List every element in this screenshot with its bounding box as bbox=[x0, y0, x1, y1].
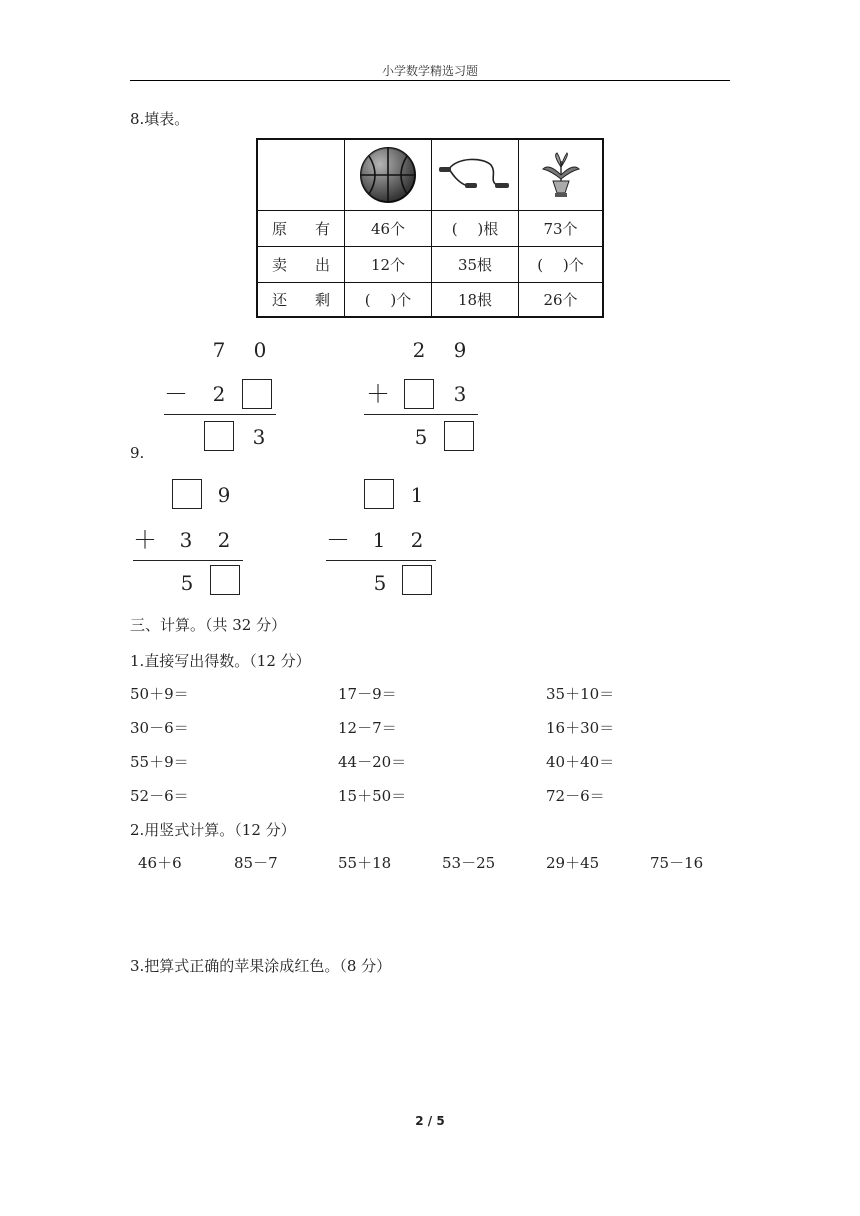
calc1-item: 12－7＝ bbox=[338, 719, 397, 737]
p3-answer-box-1[interactable] bbox=[172, 479, 202, 509]
p2-operator: ＋ bbox=[366, 380, 390, 408]
section-3-title: 三、计算。（共 32 分） bbox=[130, 616, 287, 634]
calc1-title: 1.直接写出得数。（12 分） bbox=[130, 652, 311, 670]
cell-original-ball: 46个 bbox=[345, 211, 432, 247]
table-head-plant bbox=[519, 140, 602, 211]
p2-mid-digit: 3 bbox=[453, 382, 467, 406]
q9-label: 9. bbox=[130, 444, 145, 462]
calc3-title: 3.把算式正确的苹果涂成红色。（8 分） bbox=[130, 957, 392, 975]
p3-bot-digit: 5 bbox=[180, 571, 194, 595]
header-rule bbox=[130, 80, 730, 81]
p4-bot-digit: 5 bbox=[373, 571, 387, 595]
cell-remaining-plant: 26个 bbox=[543, 291, 578, 309]
p3-operator: ＋ bbox=[133, 526, 157, 554]
p3-mid-digit-2: 2 bbox=[217, 528, 231, 552]
p2-top-digit-1: 2 bbox=[412, 338, 426, 362]
p4-rule bbox=[326, 560, 436, 561]
calc2-item: 55＋18 bbox=[338, 854, 392, 872]
table-head-basketball bbox=[345, 140, 432, 211]
basketball-icon bbox=[359, 146, 417, 204]
page-number: 2 / 5 bbox=[415, 1114, 445, 1128]
calc2-item: 46＋6 bbox=[138, 854, 182, 872]
p1-operator: － bbox=[164, 380, 188, 408]
page-header-title: 小学数学精选习题 bbox=[381, 64, 478, 78]
p2-answer-box-1[interactable] bbox=[404, 379, 434, 409]
table-head-rope bbox=[432, 140, 519, 211]
calc1-item: 52－6＝ bbox=[130, 787, 189, 805]
p4-answer-box-2[interactable] bbox=[402, 565, 432, 595]
p1-rule bbox=[164, 414, 276, 415]
calc1-item: 30－6＝ bbox=[130, 719, 189, 737]
calc2-title: 2.用竖式计算。（12 分） bbox=[130, 821, 296, 839]
p2-rule bbox=[364, 414, 478, 415]
cell-original-plant: 73个 bbox=[519, 211, 602, 247]
p4-answer-box-1[interactable] bbox=[364, 479, 394, 509]
p1-answer-box-1[interactable] bbox=[242, 379, 272, 409]
p1-bot-digit: 3 bbox=[252, 425, 266, 449]
calc2-item: 29＋45 bbox=[546, 854, 600, 872]
calc1-item: 15＋50＝ bbox=[338, 787, 407, 805]
cell-sold-rope: 35根 bbox=[432, 247, 519, 283]
calc2-item: 85－7 bbox=[234, 854, 278, 872]
calc2-item: 75－16 bbox=[650, 854, 704, 872]
p2-bot-digit: 5 bbox=[414, 425, 428, 449]
calc1-item: 40＋40＝ bbox=[546, 753, 615, 771]
calc1-item: 17－9＝ bbox=[338, 685, 397, 703]
cell-sold-plant[interactable]: ( )个 bbox=[519, 247, 602, 283]
p3-answer-box-2[interactable] bbox=[210, 565, 240, 595]
cell-original-rope[interactable]: ( )根 bbox=[432, 211, 519, 247]
p1-mid-digit: 2 bbox=[212, 382, 226, 406]
calc1-item: 55＋9＝ bbox=[130, 753, 189, 771]
p4-mid-digit-1: 1 bbox=[372, 528, 386, 552]
cell-sold-ball: 12个 bbox=[345, 247, 432, 283]
p2-answer-box-2[interactable] bbox=[444, 421, 474, 451]
p1-answer-box-2[interactable] bbox=[204, 421, 234, 451]
calc1-item: 16＋30＝ bbox=[546, 719, 615, 737]
p3-rule bbox=[133, 560, 243, 561]
p4-operator: － bbox=[326, 526, 350, 554]
p1-top-digit-1: 7 bbox=[212, 338, 226, 362]
p4-top-digit: 1 bbox=[410, 483, 424, 507]
calc1-item: 35＋10＝ bbox=[546, 685, 615, 703]
jump-rope-icon bbox=[437, 155, 513, 195]
calc1-item: 50＋9＝ bbox=[130, 685, 189, 703]
cell-remaining-ball[interactable]: ( )个 bbox=[345, 283, 432, 316]
cell-remaining-rope: 18根 bbox=[432, 283, 519, 316]
calc2-item: 53－25 bbox=[442, 854, 496, 872]
p2-top-digit-2: 9 bbox=[453, 338, 467, 362]
calc1-item: 44－20＝ bbox=[338, 753, 407, 771]
fill-table bbox=[256, 138, 604, 318]
p4-mid-digit-2: 2 bbox=[410, 528, 424, 552]
p1-top-digit-2: 0 bbox=[253, 338, 267, 362]
row-head-original: 原 有 bbox=[258, 211, 345, 247]
row-head-sold: 卖 出 bbox=[258, 247, 345, 283]
q8-label: 8.填表。 bbox=[130, 110, 190, 128]
calc1-item: 72－6＝ bbox=[546, 787, 605, 805]
plant-icon bbox=[539, 151, 583, 199]
p3-mid-digit-1: 3 bbox=[179, 528, 193, 552]
row-head-remaining: 还 剩 bbox=[258, 283, 345, 316]
p3-top-digit: 9 bbox=[217, 483, 231, 507]
table-corner-cell bbox=[258, 140, 345, 211]
